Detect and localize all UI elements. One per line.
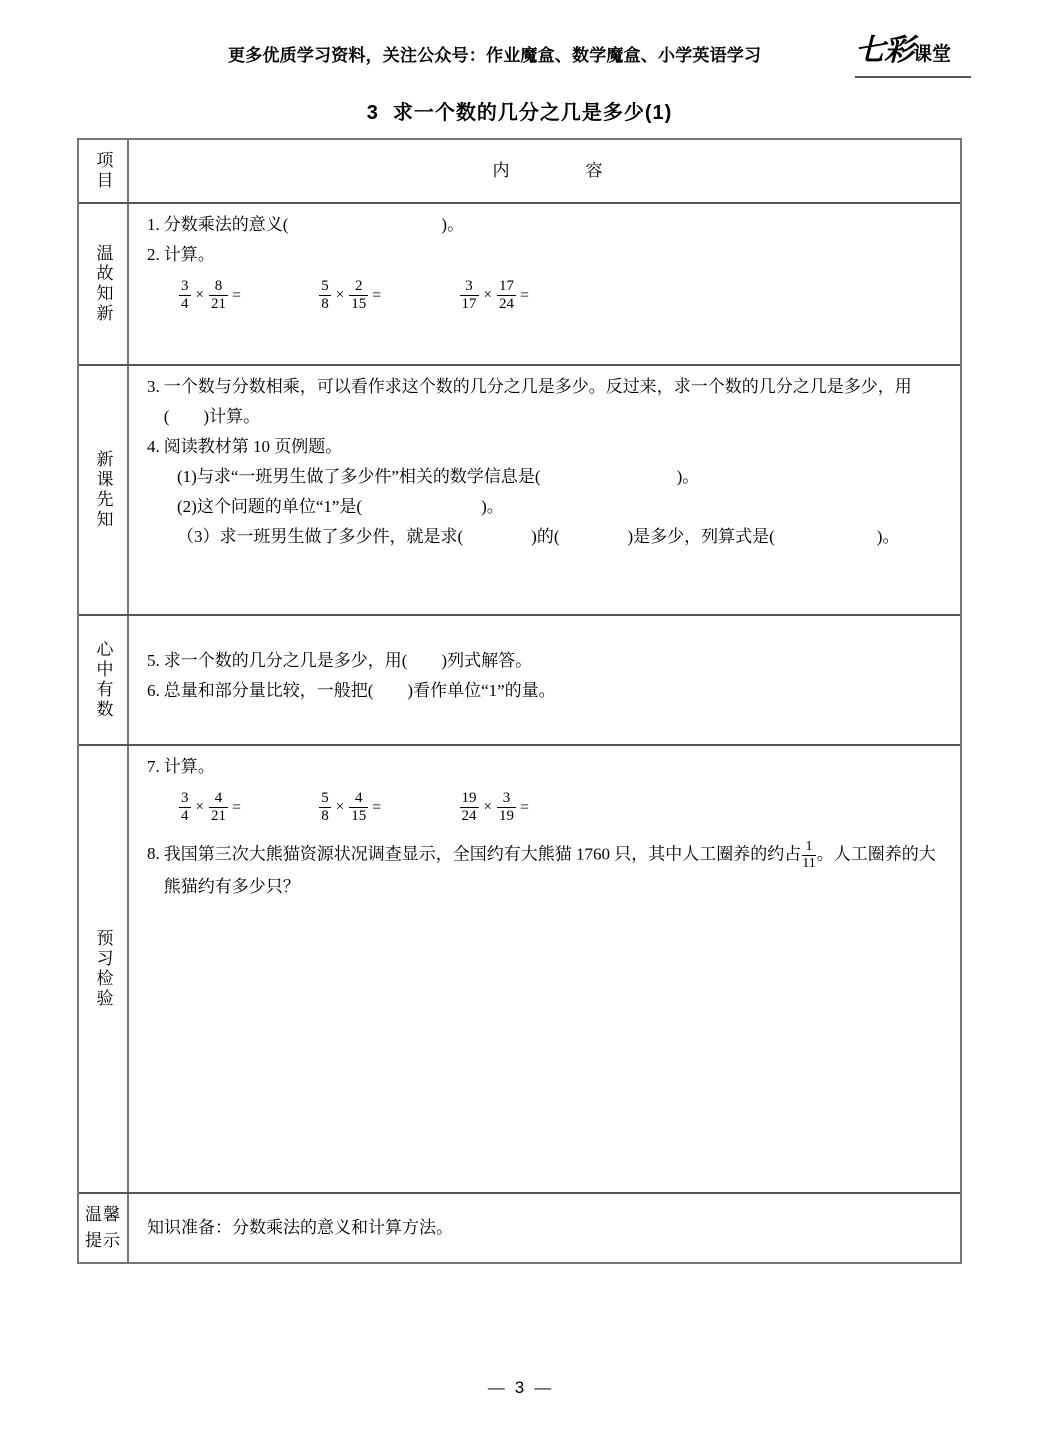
equals-sign: = bbox=[519, 798, 529, 816]
fraction-denominator: 15 bbox=[351, 808, 367, 824]
header-content-text: 内 容 bbox=[492, 161, 617, 180]
word-problem bbox=[147, 839, 948, 902]
equals-sign: = bbox=[231, 798, 241, 816]
equals-sign: = bbox=[519, 286, 529, 304]
fraction bbox=[497, 278, 516, 313]
footer-dash-left: — bbox=[487, 1378, 505, 1397]
list-item bbox=[147, 646, 948, 676]
fraction-denominator: 11 bbox=[802, 856, 816, 871]
row-content-cell-review bbox=[129, 204, 960, 364]
equals-sign: = bbox=[372, 798, 382, 816]
item-text: 阅读教材第 10 页例题。 bbox=[163, 437, 343, 456]
fraction-numerator: 5 bbox=[321, 790, 329, 806]
page-title bbox=[0, 96, 1039, 125]
fraction-denominator: 21 bbox=[210, 808, 226, 824]
promo-text: 更多优质学习资料，关注公众号：作业魔盒、数学魔盒、小学英语学习 bbox=[228, 46, 762, 65]
fraction-denominator: 19 bbox=[498, 808, 514, 824]
item-number: 3. bbox=[147, 377, 160, 396]
fraction-denominator: 8 bbox=[321, 808, 329, 824]
item-number: 1. bbox=[147, 215, 160, 234]
fraction-numerator: 3 bbox=[181, 790, 189, 806]
row-label-text: 预习检验 bbox=[93, 929, 113, 1009]
page-footer bbox=[0, 1378, 1039, 1398]
fraction-numerator: 3 bbox=[502, 790, 511, 806]
multiply-operator: × bbox=[335, 287, 345, 303]
item-text: 分数乘法的意义( )。 bbox=[163, 215, 465, 234]
fraction-numerator: 17 bbox=[498, 278, 514, 294]
row-content-cell-tips bbox=[129, 1194, 960, 1262]
fraction bbox=[497, 790, 516, 825]
fraction bbox=[319, 278, 331, 313]
item-text: 总量和部分量比较，一般把( )看作单位“1”的量。 bbox=[163, 681, 556, 700]
fraction-numerator: 2 bbox=[354, 278, 363, 294]
row-content-cell-selftest bbox=[129, 746, 960, 1192]
fraction bbox=[319, 790, 331, 825]
fraction bbox=[179, 278, 191, 313]
fraction-expression bbox=[177, 790, 241, 825]
item-text: 一个数与分数相乘，可以看作求这个数的几分之几是多少。反过来，求一个数的几分之几是多少，用( )计算。 bbox=[163, 377, 912, 426]
fraction-numerator: 3 bbox=[181, 278, 189, 294]
item-number: 2. bbox=[147, 245, 160, 264]
expression-row bbox=[147, 790, 948, 825]
row-content-cell-preview bbox=[129, 366, 960, 614]
fraction-denominator: 4 bbox=[181, 296, 189, 312]
fraction-denominator: 24 bbox=[498, 296, 514, 312]
row-label-text-line1: 温馨 bbox=[85, 1205, 121, 1224]
list-item bbox=[147, 432, 948, 462]
item-text: 计算。 bbox=[163, 757, 215, 776]
multiply-operator: × bbox=[195, 287, 204, 303]
item-number: 5. bbox=[147, 651, 160, 670]
list-item bbox=[147, 240, 948, 270]
footer-dash-right: — bbox=[534, 1378, 552, 1397]
row-label-text-line2: 提示 bbox=[85, 1231, 121, 1250]
fraction bbox=[209, 278, 228, 313]
header-label-text: 项目 bbox=[93, 151, 113, 191]
word-problem-part1: 我国第三次大熊猫资源状况调查显示，全国约有大熊猫 1760 只，其中人工圈养的约占 bbox=[163, 844, 802, 864]
header-content-cell bbox=[129, 140, 960, 202]
equals-sign: = bbox=[372, 286, 382, 304]
fraction-denominator: 21 bbox=[210, 296, 226, 312]
fraction-denominator: 24 bbox=[461, 808, 477, 824]
multiply-operator: × bbox=[335, 799, 345, 815]
tips-text: 知识准备：分数乘法的意义和计算方法。 bbox=[147, 1218, 453, 1237]
multiply-operator: × bbox=[483, 799, 492, 815]
fraction bbox=[460, 790, 479, 825]
brand-logo-underline bbox=[855, 76, 971, 78]
table-row bbox=[79, 204, 960, 366]
fraction-denominator: 17 bbox=[461, 296, 477, 312]
fraction bbox=[349, 278, 368, 313]
fraction-denominator: 4 bbox=[181, 808, 189, 824]
word-problem-part2: 。人工圈养的大熊猫约有多少只？ bbox=[163, 844, 936, 896]
fraction-denominator: 8 bbox=[321, 296, 329, 312]
header-label-cell bbox=[79, 140, 129, 202]
fraction-expression bbox=[458, 790, 530, 825]
fraction-denominator: 15 bbox=[351, 296, 367, 312]
list-item bbox=[147, 372, 948, 432]
item-text: 求一个数的几分之几是多少，用( )列式解答。 bbox=[163, 651, 533, 670]
worksheet-table bbox=[77, 138, 962, 1264]
equals-sign: = bbox=[231, 286, 241, 304]
sub-item: (1)与求“一班男生做了多少件”相关的数学信息是( )。 bbox=[177, 467, 700, 486]
fraction-numerator: 8 bbox=[214, 278, 223, 294]
table-row bbox=[79, 616, 960, 746]
row-label-cell-preview bbox=[79, 366, 129, 614]
fraction-expression bbox=[317, 278, 381, 313]
row-label-cell-review bbox=[79, 204, 129, 364]
brand-logo-main: 七彩 bbox=[855, 34, 913, 67]
fraction bbox=[179, 790, 191, 825]
row-label-text: 心中有数 bbox=[93, 640, 113, 720]
row-label-cell-selftest bbox=[79, 746, 129, 1192]
multiply-operator: × bbox=[195, 799, 204, 815]
table-row bbox=[79, 746, 960, 1194]
page-number: 3 bbox=[514, 1378, 525, 1397]
fraction-expression bbox=[458, 278, 530, 313]
list-item bbox=[147, 210, 948, 240]
row-content-cell-keypoints bbox=[129, 616, 960, 744]
brand-logo-sub: 课堂 bbox=[913, 44, 952, 65]
fraction-numerator: 4 bbox=[214, 790, 223, 806]
table-row bbox=[79, 1194, 960, 1262]
multiply-operator: × bbox=[483, 287, 492, 303]
sub-item: (2)这个问题的单位“1”是( )。 bbox=[177, 497, 504, 516]
word-problem-text bbox=[164, 839, 948, 902]
fraction bbox=[209, 790, 228, 825]
page-banner bbox=[0, 34, 1039, 78]
table-row bbox=[79, 366, 960, 616]
fraction-numerator: 1 bbox=[805, 839, 813, 854]
table-header-row bbox=[79, 140, 960, 204]
row-label-cell-keypoints bbox=[79, 616, 129, 744]
row-label-cell-tips bbox=[79, 1194, 129, 1262]
item-number: 7. bbox=[147, 757, 160, 776]
sub-item: （3）求一班男生做了多少件，就是求( )的( )是多少，列算式是( )。 bbox=[177, 527, 900, 546]
fraction-numerator: 3 bbox=[465, 278, 473, 294]
row-label-text: 新课先知 bbox=[93, 450, 113, 530]
brand-logo bbox=[855, 34, 971, 80]
fraction-numerator: 4 bbox=[354, 790, 363, 806]
list-item bbox=[147, 752, 948, 782]
item-text: 计算。 bbox=[163, 245, 215, 264]
page-title-number: 3 bbox=[366, 102, 379, 124]
item-number: 8. bbox=[147, 844, 160, 863]
list-item bbox=[147, 676, 948, 706]
fraction-numerator: 19 bbox=[461, 790, 477, 806]
fraction-expression bbox=[317, 790, 381, 825]
row-label-text: 温故知新 bbox=[93, 244, 113, 324]
fraction bbox=[349, 790, 368, 825]
item-number: 4. bbox=[147, 437, 160, 456]
fraction-expression bbox=[177, 278, 241, 313]
expression-row bbox=[147, 278, 948, 313]
page-title-text: 求一个数的几分之几是多少(1) bbox=[392, 102, 673, 124]
fraction bbox=[802, 839, 815, 872]
fraction bbox=[460, 278, 479, 313]
fraction-numerator: 5 bbox=[321, 278, 329, 294]
item-number: 6. bbox=[147, 681, 160, 700]
